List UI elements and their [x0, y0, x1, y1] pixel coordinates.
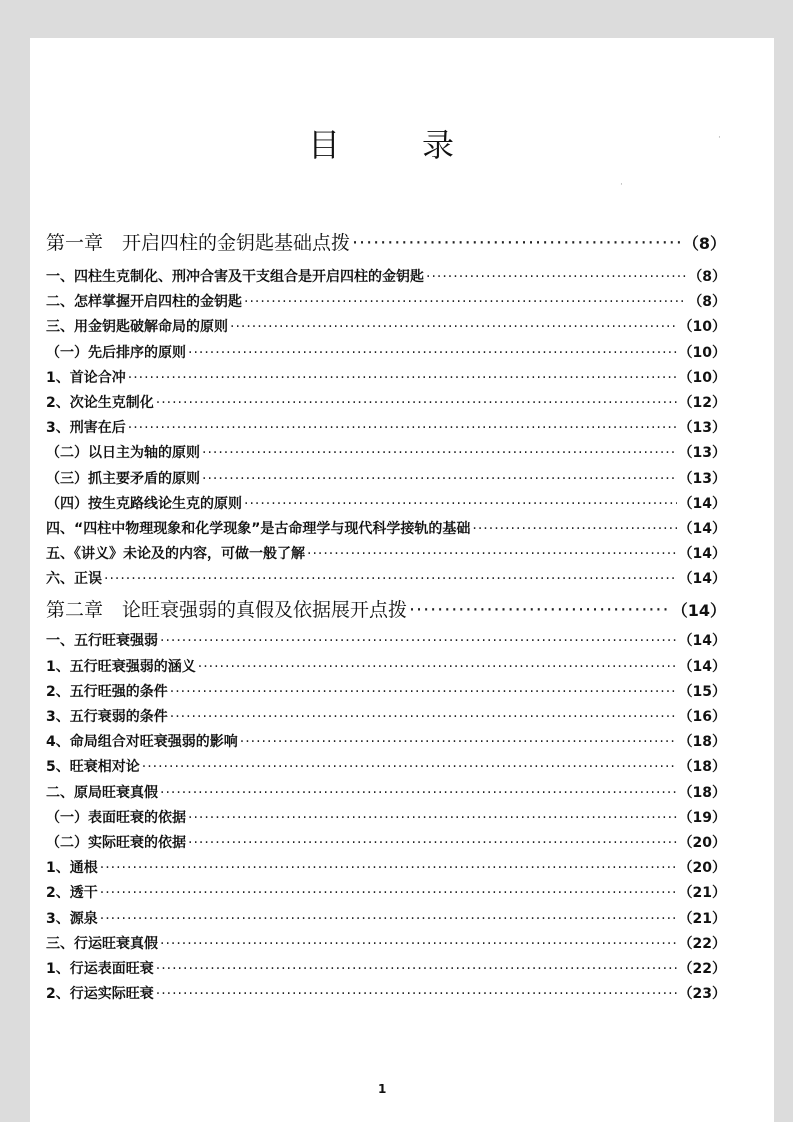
table-of-contents [46, 228, 726, 1008]
toc-dot-leader [202, 471, 677, 487]
toc-entry-label: 四、“四柱中物理现象和化学现象”是古命理学与现代科学接轨的基础 [46, 520, 471, 537]
toc-entry [46, 908, 726, 933]
toc-dot-leader [156, 986, 677, 1002]
toc-page-number: （18） [678, 759, 726, 776]
toc-entry-label: 4、命局组合对旺衰强弱的影响 [46, 734, 238, 751]
toc-entry [46, 731, 726, 756]
toc-entry-label: 二、原局旺衰真假 [46, 784, 158, 801]
toc-page-number: （14） [678, 633, 726, 650]
toc-page-number: （8） [688, 294, 726, 311]
toc-entry-label: 三、行运旺衰真假 [46, 935, 158, 952]
toc-dot-leader [188, 810, 677, 826]
toc-dot-leader [100, 911, 677, 927]
toc-entry-label: 1、首论合冲 [46, 369, 126, 386]
toc-page-number: （10） [678, 369, 726, 386]
toc-entry-label: 五、《讲义》未论及的内容，可做一般了解 [46, 546, 305, 563]
toc-page-number: （8） [682, 234, 726, 253]
toc-entry-label: （一）表面旺衰的依据 [46, 809, 186, 826]
toc-entry [46, 882, 726, 907]
toc-entry [46, 493, 726, 518]
toc-page-number: （13） [678, 420, 726, 437]
toc-entry-label: 一、五行旺衰强弱 [46, 633, 158, 650]
title-char-2: 录 [422, 126, 455, 164]
toc-page-number: （14） [678, 571, 726, 588]
toc-entry-label: 第一章 开启四柱的金钥匙基础点拨 [46, 232, 351, 254]
toc-entry [46, 568, 726, 593]
toc-entry-label: （三）抓主要矛盾的原则 [46, 470, 200, 487]
toc-entry [46, 367, 726, 392]
toc-page-number: （13） [678, 470, 726, 487]
toc-dot-leader [156, 395, 677, 411]
toc-page-number: （12） [678, 394, 726, 411]
toc-dot-leader [128, 370, 677, 386]
toc-entry [46, 807, 726, 832]
toc-page-number: （20） [678, 860, 726, 877]
toc-page-number: （14） [678, 495, 726, 512]
toc-entry [46, 417, 726, 442]
toc-dot-leader [160, 633, 677, 649]
toc-chapter-entry [46, 228, 726, 260]
toc-page-number: （16） [678, 709, 726, 725]
toc-entry-label: 5、旺衰相对论 [46, 759, 140, 776]
toc-entry [46, 342, 726, 367]
title-char-1: 目 [308, 126, 341, 164]
toc-page-number: （14） [678, 520, 726, 537]
toc-page-number: （20） [678, 834, 726, 851]
toc-page-number: （22） [678, 935, 726, 952]
toc-entry [46, 933, 726, 958]
toc-dot-leader [170, 684, 677, 700]
toc-entry-label: （二）以日主为轴的原则 [46, 445, 200, 462]
toc-entry [46, 681, 726, 706]
scan-speck: · [620, 180, 623, 190]
toc-entry-label: 3、五行衰弱的条件 [46, 709, 168, 725]
toc-entry [46, 782, 726, 807]
toc-entry [46, 958, 726, 983]
toc-page-number: （14） [678, 546, 726, 563]
toc-entry [46, 442, 726, 467]
toc-page-number: （14） [678, 658, 726, 675]
toc-entry [46, 706, 726, 731]
toc-chapter-entry [46, 595, 726, 627]
toc-entry-label: 二、怎样掌握开启四柱的金钥匙 [46, 294, 242, 311]
toc-entry [46, 266, 726, 291]
toc-page-number: （10） [678, 344, 726, 361]
toc-dot-leader [240, 734, 677, 750]
toc-entry [46, 468, 726, 493]
toc-dot-leader [104, 571, 677, 587]
toc-dot-leader [160, 936, 677, 952]
toc-dot-leader [170, 709, 677, 725]
toc-dot-leader [307, 546, 677, 562]
toc-page-number: （18） [678, 734, 726, 751]
toc-dot-leader [156, 961, 677, 977]
footer-page-number: 1 [378, 1082, 387, 1096]
toc-page-number: （13） [678, 445, 726, 462]
toc-dot-leader [188, 345, 677, 361]
toc-entry-label: 三、用金钥匙破解命局的原则 [46, 319, 228, 336]
toc-dot-leader [426, 269, 686, 285]
toc-dot-leader [142, 759, 677, 775]
toc-dot-leader [352, 232, 681, 254]
toc-dot-leader [244, 294, 686, 310]
toc-dot-leader [128, 420, 677, 436]
toc-page-number: （23） [678, 986, 726, 1003]
toc-entry [46, 857, 726, 882]
toc-entry-label: 3、源泉 [46, 910, 98, 927]
toc-entry-label: 六、正误 [46, 571, 102, 588]
toc-dot-leader [160, 785, 677, 801]
toc-entry-label: 2、五行旺强的条件 [46, 683, 168, 700]
toc-page-number: （21） [678, 885, 726, 902]
toc-page-number: （19） [678, 809, 726, 826]
toc-entry [46, 518, 726, 543]
toc-dot-leader [409, 599, 670, 621]
toc-dot-leader [472, 521, 676, 537]
toc-entry [46, 656, 726, 681]
toc-dot-leader [198, 659, 677, 675]
toc-page-number: （18） [678, 784, 726, 801]
toc-entry-label: 1、行运表面旺衰 [46, 960, 154, 977]
toc-entry [46, 291, 726, 316]
toc-entry-label: 一、四柱生克制化、刑冲合害及干支组合是开启四柱的金钥匙 [46, 269, 424, 285]
toc-entry-label: 第二章 论旺衰强弱的真假及依据展开点拨 [46, 599, 408, 622]
scan-speck: · [718, 133, 721, 143]
toc-page-number: （15） [678, 683, 726, 700]
toc-entry [46, 392, 726, 417]
toc-dot-leader [202, 445, 677, 461]
toc-entry-label: 1、通根 [46, 860, 98, 877]
toc-page-number: （22） [678, 960, 726, 977]
toc-entry-label: 1、五行旺衰强弱的涵义 [46, 658, 196, 675]
toc-dot-leader [100, 860, 677, 876]
toc-entry [46, 832, 726, 857]
toc-entry-label: 3、刑害在后 [46, 420, 126, 437]
page-title [300, 112, 500, 162]
toc-entry [46, 543, 726, 568]
toc-entry [46, 316, 726, 341]
toc-entry-label: （四）按生克路线论生克的原则 [46, 495, 242, 512]
toc-page-number: （10） [678, 319, 726, 336]
toc-page-number: （8） [688, 269, 726, 285]
toc-dot-leader [230, 319, 677, 335]
toc-entry-label: 2、行运实际旺衰 [46, 986, 154, 1003]
toc-entry [46, 756, 726, 781]
toc-dot-leader [100, 885, 677, 901]
toc-entry [46, 630, 726, 655]
toc-page-number: （21） [678, 910, 726, 927]
toc-dot-leader [244, 496, 677, 512]
toc-dot-leader [188, 835, 677, 851]
toc-entry-label: （二）实际旺衰的依据 [46, 834, 186, 851]
toc-page-number: （14） [671, 601, 726, 621]
toc-entry-label: 2、次论生克制化 [46, 394, 154, 411]
toc-entry [46, 983, 726, 1008]
toc-entry-label: （一）先后排序的原则 [46, 344, 186, 361]
toc-entry-label: 2、透干 [46, 885, 98, 902]
